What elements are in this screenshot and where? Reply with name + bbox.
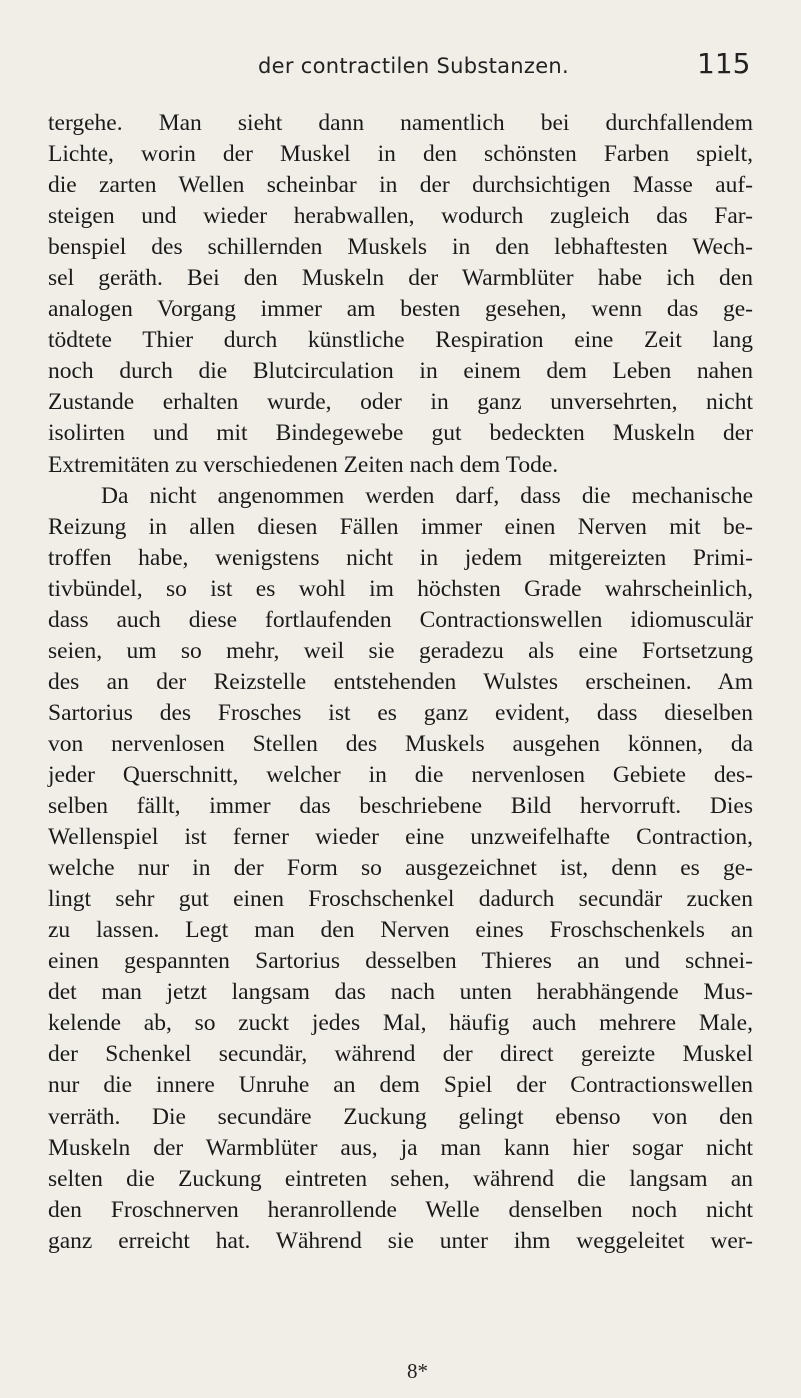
paragraph-start-line: Da nicht angenommen werden darf, dass die mechanische [101, 482, 753, 509]
text-line: einen gespannten Sartorius desselben Thieres an und schnei- [48, 948, 753, 975]
text-line: tivbündel, so ist es wohl im höchsten Grade wahrscheinlich, [48, 575, 753, 602]
text-line: jeder Querschnitt, welcher in die nervenlosen Gebiete des- [48, 761, 753, 788]
text-line: Sartorius des Frosches ist es ganz evident, dass dieselben [48, 699, 753, 726]
text-line: steigen und wieder herabwallen, wodurch zugleich das Far- [48, 203, 753, 230]
text-line: nur die innere Unruhe an dem Spiel der Contractionswellen [48, 1072, 753, 1099]
text-line: Muskeln der Warmblüter aus, ja man kann hier sogar nicht [48, 1134, 753, 1161]
text-line: Extremitäten zu verschiedenen Zeiten nach dem Tode. [48, 451, 559, 478]
text-line: det man jetzt langsam das nach unten herabhängende Mus- [48, 979, 753, 1006]
text-line: kelende ab, so zuckt jedes Mal, häufig auch mehrere Male, [48, 1010, 753, 1037]
text-line: ganz erreicht hat. Während sie unter ihm weggeleitet wer- [48, 1227, 753, 1254]
text-line: Wellenspiel ist ferner wieder eine unzweifelhafte Contraction, [48, 824, 753, 851]
text-line: verräth. Die secundäre Zuckung gelingt ebenso von den [48, 1103, 753, 1130]
text-line: selten die Zuckung eintreten sehen, während die langsam an [48, 1165, 753, 1192]
text-line: benspiel des schillernden Muskels in den lebhaftesten Wech- [48, 234, 753, 261]
text-line: Zustande erhalten wurde, oder in ganz unversehrten, nicht [48, 389, 753, 416]
text-line: sel geräth. Bei den Muskeln der Warmblüter habe ich den [48, 265, 753, 292]
text-line: tödtete Thier durch künstliche Respiration eine Zeit lang [48, 327, 753, 354]
text-line: Reizung in allen diesen Fällen immer einen Nerven mit be- [48, 513, 753, 540]
text-line: den Froschnerven heranrollende Welle denselben noch nicht [48, 1196, 753, 1223]
text-line: zu lassen. Legt man den Nerven eines Froschschenkels an [48, 917, 753, 944]
text-line: selben fällt, immer das beschriebene Bild hervorruft. Dies [48, 793, 753, 820]
text-line: welche nur in der Form so ausgezeichnet ist, denn es ge- [48, 855, 753, 882]
text-line: des an der Reizstelle entstehenden Wulstes erscheinen. Am [48, 668, 753, 695]
text-line: von nervenlosen Stellen des Muskels ausgehen können, da [48, 730, 753, 757]
running-head: der contractilen Substanzen. [258, 54, 570, 78]
text-line: analogen Vorgang immer am besten gesehen, wenn das ge- [48, 296, 753, 323]
text-line: Lichte, worin der Muskel in den schönsten Farben spielt, [48, 141, 753, 168]
page-number: 115 [697, 47, 751, 80]
text-line: seien, um so mehr, weil sie geradezu als eine Fortsetzung [48, 637, 753, 664]
text-line: dass auch diese fortlaufenden Contractionswellen idiomusculär [48, 606, 753, 633]
text-line: lingt sehr gut einen Froschschenkel dadurch secundär zucken [48, 886, 753, 913]
text-line: troffen habe, wenigstens nicht in jedem mitgereizten Primi- [48, 544, 753, 571]
text-line: tergehe. Man sieht dann namentlich bei durchfallendem [48, 110, 753, 136]
text-line: isolirten und mit Bindegewebe gut bedeckten Muskeln der [48, 420, 753, 447]
printer-signature-mark: 8* [407, 1359, 428, 1383]
text-line: noch durch die Blutcirculation in einem dem Leben nahen [48, 358, 753, 385]
body-text [48, 108, 753, 1257]
text-line: die zarten Wellen scheinbar in der durchsichtigen Masse auf- [48, 172, 753, 199]
text-line: der Schenkel secundär, während der direct gereizte Muskel [48, 1041, 753, 1068]
